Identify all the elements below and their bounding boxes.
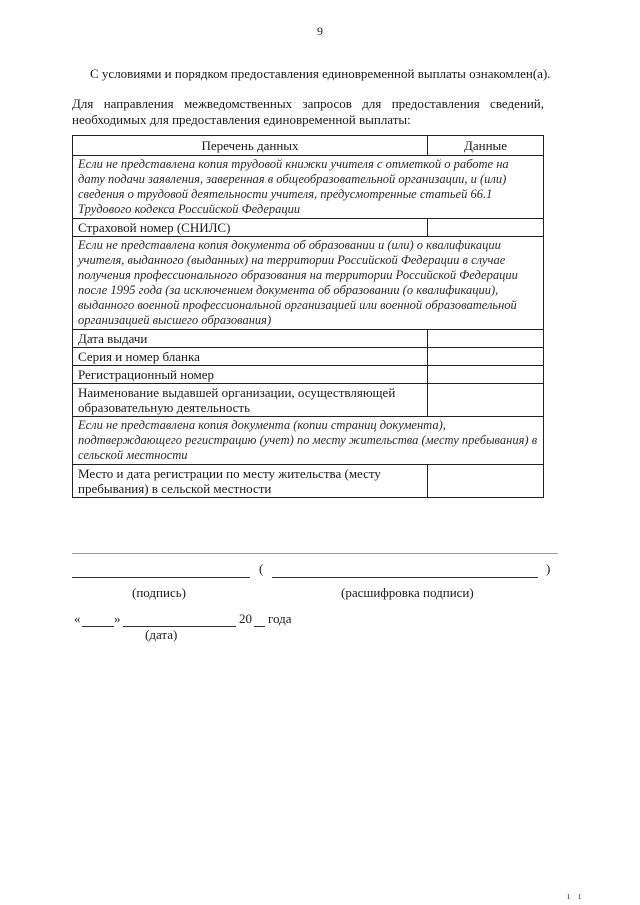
decode-line[interactable]: [272, 577, 538, 578]
field-label-reg-number: Регистрационный номер: [73, 366, 428, 384]
separator-line: [72, 553, 558, 554]
date-close-quote: »: [114, 611, 121, 626]
table-row-note: [73, 156, 544, 219]
date-year-suffix: года: [268, 611, 292, 626]
note-registration-document: Если не представлена копия документа (копии страниц документа), подтверждающего регистрацию (учет) по месту жительства (месту пребывания) в сельской местности: [73, 417, 544, 465]
open-paren: (: [259, 561, 264, 576]
field-value-series-number[interactable]: [428, 348, 544, 366]
signature-label: (подпись): [132, 585, 186, 600]
field-label-snils: Страховой номер (СНИЛС): [73, 219, 428, 237]
table-row: [73, 348, 544, 366]
field-value-reg-number[interactable]: [428, 366, 544, 384]
field-label-issue-date: Дата выдачи: [73, 330, 428, 348]
date-open-quote: «: [74, 611, 81, 626]
data-table: [72, 135, 544, 498]
table-row-note: [73, 417, 544, 465]
signature-line[interactable]: [72, 577, 250, 578]
field-value-issue-date[interactable]: [428, 330, 544, 348]
field-value-snils[interactable]: [428, 219, 544, 237]
close-paren: ): [546, 561, 551, 576]
field-value-issuing-org[interactable]: [428, 384, 544, 417]
date-label: (дата): [145, 627, 178, 642]
decode-label: (расшифровка подписи): [341, 585, 474, 600]
table-row: [73, 219, 544, 237]
table-row: [73, 465, 544, 498]
table-row: [73, 330, 544, 348]
field-value-registration[interactable]: [428, 465, 544, 498]
intro-text: С условиями и порядком предоставления единовременной выплаты ознакомлен(а).: [90, 66, 551, 81]
corner-mark: ı ı: [566, 891, 584, 902]
table-row: [73, 366, 544, 384]
table-header-row: [73, 136, 544, 156]
table-row: [73, 384, 544, 417]
note-education-document: Если не представлена копия документа об образовании и (или) о квалификации учителя, выданного (выданных) на территории Российской Федерации в случае получения профессионального образования на территории Российской Федерации после 1995 года (за исключением документа об образовании (о квалификации), выданного военной профессиональной организацией или военной образовательной организацией высшего образования): [73, 237, 544, 330]
field-label-series-number: Серия и номер бланка: [73, 348, 428, 366]
header-list: Перечень данных: [73, 136, 428, 156]
table-row-note: [73, 237, 544, 330]
field-label-registration: Место и дата регистрации по месту жительства (месту пребывания) в сельской местности: [73, 465, 428, 498]
date-year-line[interactable]: [254, 626, 265, 627]
date-year-prefix: 20: [239, 611, 252, 626]
field-label-issuing-org: Наименование выдавшей организации, осуществляющей образовательную деятельность: [73, 384, 428, 417]
page-number: 9: [317, 24, 323, 38]
note-work-record: Если не представлена копия трудовой книжки учителя с отметкой о работе на дату подачи заявления, заверенная в общеобразовательной организации, и (или) сведения о трудовой деятельности учителя, предусмотренные статьей 66.1 Трудового кодекса Российской Федерации: [73, 156, 544, 219]
date-day-line[interactable]: [82, 626, 114, 627]
purpose-text: Для направления межведомственных запросов для предоставления сведений, необходимых для предоставления единовременной выплаты:: [72, 96, 544, 127]
header-data: Данные: [428, 136, 544, 156]
date-month-line[interactable]: [123, 626, 236, 627]
